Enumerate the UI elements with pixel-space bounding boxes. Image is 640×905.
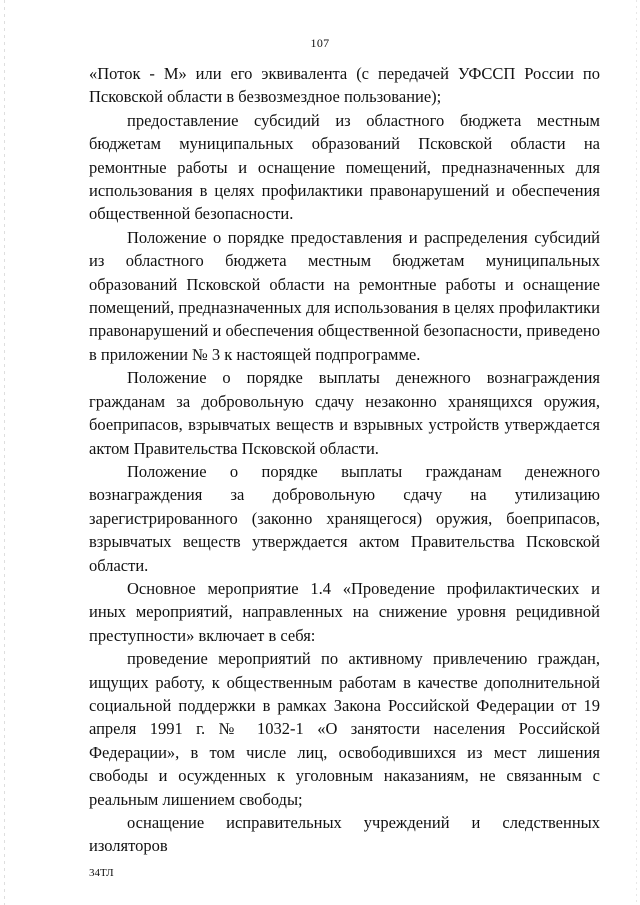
paragraph-weapons-utilization: Положение о порядке выплаты гражданам денежного вознаграждения за добровольную сдачу на утилизацию зарегистрированного (законно хранящегося) оружия, боеприпасов, взрывчатых веществ утверждается актом Правительства Псковской области. bbox=[89, 461, 600, 575]
paragraph-subsidy-regulation: Положение о порядке предоставления и распределения субсидий из областного бюджета местным бюджетам муниципальных образований Псковской области на ремонтные работы и оснащение помещений, предназначенных для использования в целях профилактики правонарушений и обеспечения общественной безопасности, приведено в приложении № 3 к настоящей подпрограмме. bbox=[89, 227, 600, 364]
scan-edge-right bbox=[636, 0, 637, 905]
paragraph-weapons-reward: Положение о порядке выплаты денежного вознаграждения гражданам за добровольную сдачу незаконно хранящихся оружия, боеприпасов, взрывчатых веществ и взрывных устройств утверждается актом Правительства Псковской области. bbox=[89, 368, 600, 458]
paragraph-public-works: проведение мероприятий по активному привлечению граждан, ищущих работу, к общественным работам в качестве дополнительной социальной поддержки в рамках Закона Российской Федерации от 19 апреля 1991 г. № 1032-1 «О занятости населения Российской Федерации», в том числе лиц, освободившихся из мест лишения свободы и осужденных к уголовным наказаниям, не связанным с реальным лишением свободы; bbox=[89, 649, 600, 809]
paragraph-equipment: оснащение исправительных учреждений и следственных изоляторов bbox=[89, 813, 600, 856]
paragraph-main-activity-1-4: Основное мероприятие 1.4 «Проведение профилактических и иных мероприятий, направленных на снижение уровня рецидивной преступности» включает в себя: bbox=[89, 578, 600, 645]
scan-edge-left bbox=[4, 0, 5, 905]
document-body bbox=[89, 62, 600, 858]
footer-code: 34ТЛ bbox=[89, 867, 114, 879]
paragraph-subsidies: предоставление субсидий из областного бюджета местным бюджетам муниципальных образований Псковской области на ремонтные работы и оснащение помещений, предназначенных для использования в целях профилактики правонарушений и обеспечения общественной безопасности. bbox=[89, 110, 600, 224]
page-number: 107 bbox=[310, 36, 330, 50]
paragraph-continuation: «Поток - М» или его эквивалента (с передачей УФССП России по Псковской области в безвозмездное пользование); bbox=[89, 64, 600, 107]
